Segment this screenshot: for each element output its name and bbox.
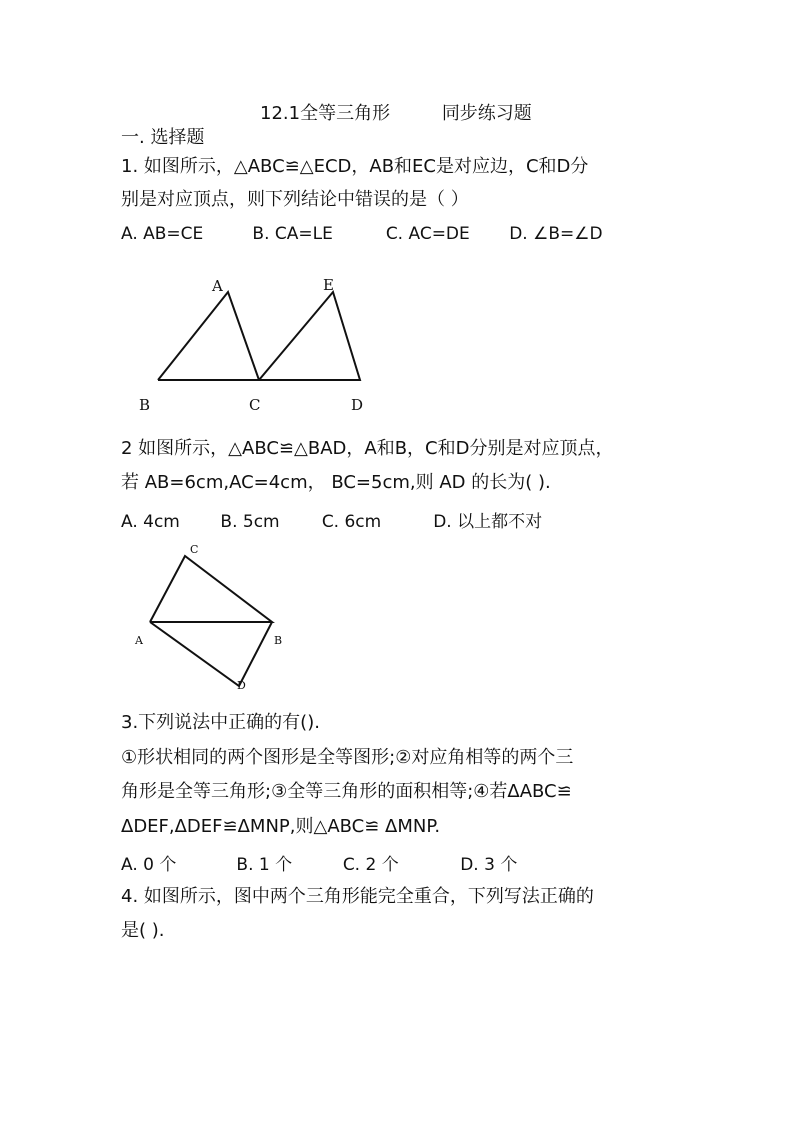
q1-text-line2: 别是对应顶点，则下列结论中错误的是（ ） — [121, 189, 469, 210]
q2-label-b: B — [274, 634, 283, 647]
q3-option-b: B. 1 个 — [236, 855, 293, 875]
q1-label-b: B — [139, 396, 151, 414]
q2-option-b: B. 5cm — [220, 512, 280, 532]
q2-triangle-bad — [150, 622, 272, 686]
q2-text-line1: 2 如图所示，△ABC≌△BAD，A和B，C和D分别是对应顶点， — [121, 438, 614, 459]
q3-text-line3: 角形是全等三角形;③全等三角形的面积相等;④若ΔABC≌ — [121, 781, 572, 802]
q4-text-line2: 是( ). — [121, 920, 165, 941]
q2-figure — [150, 556, 272, 686]
q1-label-d: D — [351, 396, 364, 414]
q1-option-b: B. CA=LE — [252, 224, 333, 244]
q2-label-d: D — [237, 679, 246, 692]
q1-label-c: C — [249, 396, 261, 414]
q2-option-d: D. 以上都不对 — [433, 512, 543, 532]
q2-text-line2: 若 AB=6cm,AC=4cm， BC=5cm,则 AD 的长为( ). — [121, 472, 551, 493]
title-main: 12.1全等三角形 — [260, 103, 391, 124]
q2-option-c: C. 6cm — [321, 512, 382, 532]
q2-triangle-abc — [150, 556, 272, 622]
q2-options — [121, 507, 542, 532]
q1-label-e: E — [323, 276, 334, 294]
q3-option-c: C. 2 个 — [342, 855, 399, 875]
q3-option-d: D. 3 个 — [460, 855, 518, 875]
q1-option-d: D. ∠B=∠D — [509, 224, 603, 244]
title-sub: 同步练习题 — [441, 103, 532, 124]
q1-label-a: A — [212, 277, 223, 295]
q1-text-line1: 1. 如图所示，△ABC≌△ECD，AB和EC是对应边，C和D分 — [121, 156, 589, 177]
q1-triangle-ecd — [259, 292, 360, 380]
q2-label-a: A — [135, 634, 143, 647]
q1-option-c: C. AC=DE — [385, 224, 470, 244]
q3-text-line4: ΔDEF,ΔDEF≌ΔMNP,则△ABC≌ ΔMNP. — [121, 816, 441, 837]
section-heading: 一. 选择题 — [121, 127, 205, 148]
q1-figure — [158, 292, 360, 380]
q3-text-line1: 3.下列说法中正确的有(). — [121, 712, 320, 733]
q1-option-a: A. AB=CE — [121, 224, 204, 244]
q3-option-a: A. 0 个 — [121, 855, 177, 875]
q1-triangle-abc — [158, 292, 259, 380]
q2-option-a: A. 4cm — [121, 512, 180, 532]
q3-text-line2: ①形状相同的两个图形是全等图形;②对应角相等的两个三 — [121, 747, 574, 768]
q3-options — [121, 850, 517, 875]
q2-label-c: C — [190, 543, 199, 556]
q4-text-line1: 4. 如图所示，图中两个三角形能完全重合，下列写法正确的 — [121, 886, 594, 907]
